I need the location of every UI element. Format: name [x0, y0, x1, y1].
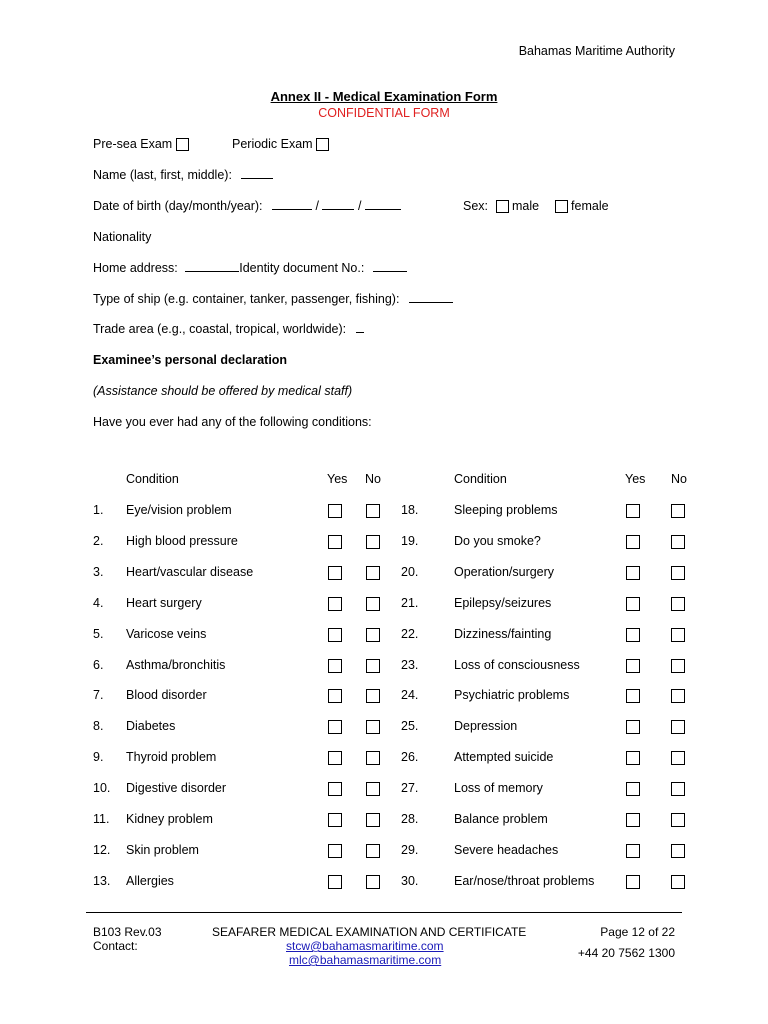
condition-number: 10.: [93, 781, 111, 795]
condition-no-checkbox[interactable]: [671, 597, 685, 611]
identity-document-label: Identity document No.:: [239, 261, 365, 275]
condition-number: 13.: [93, 874, 111, 888]
address-row: [93, 261, 407, 275]
condition-yes-checkbox[interactable]: [626, 782, 640, 796]
condition-yes-checkbox[interactable]: [626, 628, 640, 642]
condition-label: Diabetes: [126, 719, 176, 733]
condition-label: Dizziness/fainting: [454, 627, 552, 641]
condition-number: 26.: [401, 750, 419, 764]
condition-number: 28.: [401, 812, 419, 826]
condition-number: 27.: [401, 781, 419, 795]
periodic-exam-checkbox[interactable]: [316, 138, 329, 151]
condition-no-checkbox[interactable]: [366, 844, 380, 858]
condition-no-checkbox[interactable]: [366, 813, 380, 827]
condition-no-checkbox[interactable]: [366, 782, 380, 796]
condition-no-checkbox[interactable]: [366, 689, 380, 703]
condition-number: 29.: [401, 843, 419, 857]
condition-no-checkbox[interactable]: [671, 504, 685, 518]
condition-number: 9.: [93, 750, 104, 764]
condition-no-checkbox[interactable]: [366, 628, 380, 642]
condition-label: Kidney problem: [126, 812, 213, 826]
left-condition-header: Condition: [126, 472, 179, 486]
condition-yes-checkbox[interactable]: [328, 659, 342, 673]
condition-yes-checkbox[interactable]: [626, 720, 640, 734]
condition-number: 22.: [401, 627, 419, 641]
dob-day-field[interactable]: [272, 199, 312, 210]
dob-year-field[interactable]: [365, 199, 401, 210]
condition-number: 24.: [401, 688, 419, 702]
dob-label: Date of birth (day/month/year):: [93, 199, 263, 213]
condition-yes-checkbox[interactable]: [626, 813, 640, 827]
condition-number: 5.: [93, 627, 104, 641]
condition-number: 4.: [93, 596, 104, 610]
dob-row: [93, 199, 401, 213]
male-checkbox[interactable]: [496, 200, 509, 213]
pre-sea-exam-row: [93, 137, 189, 151]
right-yes-header: Yes: [625, 472, 646, 486]
condition-label: Sleeping problems: [454, 503, 558, 517]
condition-label: Allergies: [126, 874, 174, 888]
form-title: Annex II - Medical Examination Form: [270, 89, 498, 104]
condition-label: Eye/vision problem: [126, 503, 232, 517]
condition-no-checkbox[interactable]: [671, 659, 685, 673]
condition-number: 12.: [93, 843, 111, 857]
condition-yes-checkbox[interactable]: [328, 844, 342, 858]
condition-yes-checkbox[interactable]: [626, 535, 640, 549]
assistance-note: (Assistance should be offered by medical staff): [93, 384, 353, 398]
condition-label: Loss of consciousness: [454, 658, 580, 672]
condition-yes-checkbox[interactable]: [328, 597, 342, 611]
dob-separator: /: [315, 199, 319, 213]
condition-label: Severe headaches: [454, 843, 559, 857]
condition-label: Thyroid problem: [126, 750, 217, 764]
condition-no-checkbox[interactable]: [671, 875, 685, 889]
condition-label: Operation/surgery: [454, 565, 555, 579]
condition-label: Digestive disorder: [126, 781, 227, 795]
footer-email-mlc[interactable]: mlc@bahamasmaritime.com: [289, 953, 442, 967]
name-row: [93, 168, 273, 182]
condition-no-checkbox[interactable]: [366, 875, 380, 889]
condition-label: Skin problem: [126, 843, 199, 857]
condition-yes-checkbox[interactable]: [626, 659, 640, 673]
condition-no-checkbox[interactable]: [366, 566, 380, 580]
condition-yes-checkbox[interactable]: [328, 628, 342, 642]
declaration-heading: Examinee’s personal declaration: [93, 353, 288, 367]
periodic-exam-label: Periodic Exam: [232, 137, 313, 151]
condition-yes-checkbox[interactable]: [328, 566, 342, 580]
condition-number: 30.: [401, 874, 419, 888]
condition-number: 23.: [401, 658, 419, 672]
left-yes-header: Yes: [327, 472, 348, 486]
condition-yes-checkbox[interactable]: [328, 535, 342, 549]
condition-yes-checkbox[interactable]: [328, 689, 342, 703]
nationality-label: Nationality: [93, 230, 152, 244]
condition-label: Loss of memory: [454, 781, 543, 795]
ship-type-row: [93, 292, 453, 306]
identity-document-field[interactable]: [373, 261, 407, 272]
pre-sea-exam-checkbox[interactable]: [176, 138, 189, 151]
confidential-label: CONFIDENTIAL FORM: [318, 106, 450, 120]
condition-no-checkbox[interactable]: [671, 844, 685, 858]
condition-number: 21.: [401, 596, 419, 610]
condition-no-checkbox[interactable]: [671, 628, 685, 642]
condition-no-checkbox[interactable]: [366, 504, 380, 518]
condition-no-checkbox[interactable]: [366, 659, 380, 673]
condition-label: Asthma/bronchitis: [126, 658, 226, 672]
trade-area-row: [93, 322, 364, 336]
condition-label: Psychiatric problems: [454, 688, 570, 702]
footer-email-stcw[interactable]: stcw@bahamasmaritime.com: [286, 939, 444, 953]
condition-no-checkbox[interactable]: [366, 751, 380, 765]
female-label: female: [571, 199, 609, 213]
condition-no-checkbox[interactable]: [366, 535, 380, 549]
pre-sea-exam-label: Pre-sea Exam: [93, 137, 173, 151]
condition-yes-checkbox[interactable]: [328, 813, 342, 827]
home-address-field[interactable]: [185, 261, 239, 272]
condition-no-checkbox[interactable]: [671, 751, 685, 765]
condition-number: 1.: [93, 503, 104, 517]
condition-label: Varicose veins: [126, 627, 207, 641]
condition-number: 20.: [401, 565, 419, 579]
condition-yes-checkbox[interactable]: [328, 875, 342, 889]
home-address-label: Home address:: [93, 261, 178, 275]
condition-number: 6.: [93, 658, 104, 672]
condition-label: Heart surgery: [126, 596, 202, 610]
name-label: Name (last, first, middle):: [93, 168, 232, 182]
footer-doc-code: B103 Rev.03: [93, 925, 162, 939]
footer-phone: +44 20 7562 1300: [577, 946, 675, 960]
condition-yes-checkbox[interactable]: [626, 597, 640, 611]
condition-number: 19.: [401, 534, 419, 548]
dob-month-field[interactable]: [322, 199, 354, 210]
ship-type-field[interactable]: [409, 292, 453, 303]
condition-no-checkbox[interactable]: [366, 720, 380, 734]
condition-label: Depression: [454, 719, 518, 733]
condition-yes-checkbox[interactable]: [626, 689, 640, 703]
condition-yes-checkbox[interactable]: [626, 504, 640, 518]
header-authority: Bahamas Maritime Authority: [518, 44, 675, 58]
female-checkbox[interactable]: [555, 200, 568, 213]
condition-label: Attempted suicide: [454, 750, 554, 764]
male-label: male: [511, 199, 540, 213]
name-field[interactable]: [241, 168, 273, 179]
condition-no-checkbox[interactable]: [671, 813, 685, 827]
condition-no-checkbox[interactable]: [671, 535, 685, 549]
condition-label: Epilepsy/seizures: [454, 596, 552, 610]
condition-label: Do you smoke?: [454, 534, 541, 548]
condition-no-checkbox[interactable]: [671, 720, 685, 734]
conditions-question: Have you ever had any of the following conditions:: [93, 415, 372, 429]
ship-type-label: Type of ship (e.g. container, tanker, passenger, fishing):: [93, 292, 400, 306]
condition-label: Balance problem: [454, 812, 548, 826]
right-no-header: No: [671, 472, 687, 486]
condition-yes-checkbox[interactable]: [328, 751, 342, 765]
condition-label: Heart/vascular disease: [126, 565, 254, 579]
condition-yes-checkbox[interactable]: [626, 844, 640, 858]
sex-label: Sex:: [463, 199, 489, 213]
condition-number: 7.: [93, 688, 104, 702]
condition-no-checkbox[interactable]: [671, 782, 685, 796]
condition-number: 18.: [401, 503, 419, 517]
condition-number: 2.: [93, 534, 104, 548]
condition-yes-checkbox[interactable]: [626, 566, 640, 580]
condition-number: 8.: [93, 719, 104, 733]
dob-separator: /: [357, 199, 362, 213]
condition-no-checkbox[interactable]: [671, 566, 685, 580]
trade-area-field[interactable]: [356, 322, 364, 333]
left-no-header: No: [365, 472, 381, 486]
condition-no-checkbox[interactable]: [366, 597, 380, 611]
condition-no-checkbox[interactable]: [671, 689, 685, 703]
sex-row: [463, 199, 609, 213]
condition-yes-checkbox[interactable]: [328, 782, 342, 796]
condition-yes-checkbox[interactable]: [626, 751, 640, 765]
condition-label: Blood disorder: [126, 688, 207, 702]
footer-contact-label: Contact:: [93, 939, 138, 953]
footer-page-number: Page 12 of 22: [600, 925, 675, 939]
trade-area-label: Trade area (e.g., coastal, tropical, worldwide):: [93, 322, 347, 336]
condition-yes-checkbox[interactable]: [328, 720, 342, 734]
footer-doc-title: SEAFARER MEDICAL EXAMINATION AND CERTIFICATE: [212, 925, 527, 939]
right-condition-header: Condition: [454, 472, 507, 486]
condition-label: High blood pressure: [126, 534, 238, 548]
condition-number: 25.: [401, 719, 419, 733]
condition-number: 11.: [93, 812, 110, 826]
condition-yes-checkbox[interactable]: [328, 504, 342, 518]
condition-number: 3.: [93, 565, 104, 579]
footer-divider: [86, 912, 682, 913]
condition-yes-checkbox[interactable]: [626, 875, 640, 889]
periodic-exam-row: [232, 137, 329, 151]
condition-label: Ear/nose/throat problems: [454, 874, 595, 888]
